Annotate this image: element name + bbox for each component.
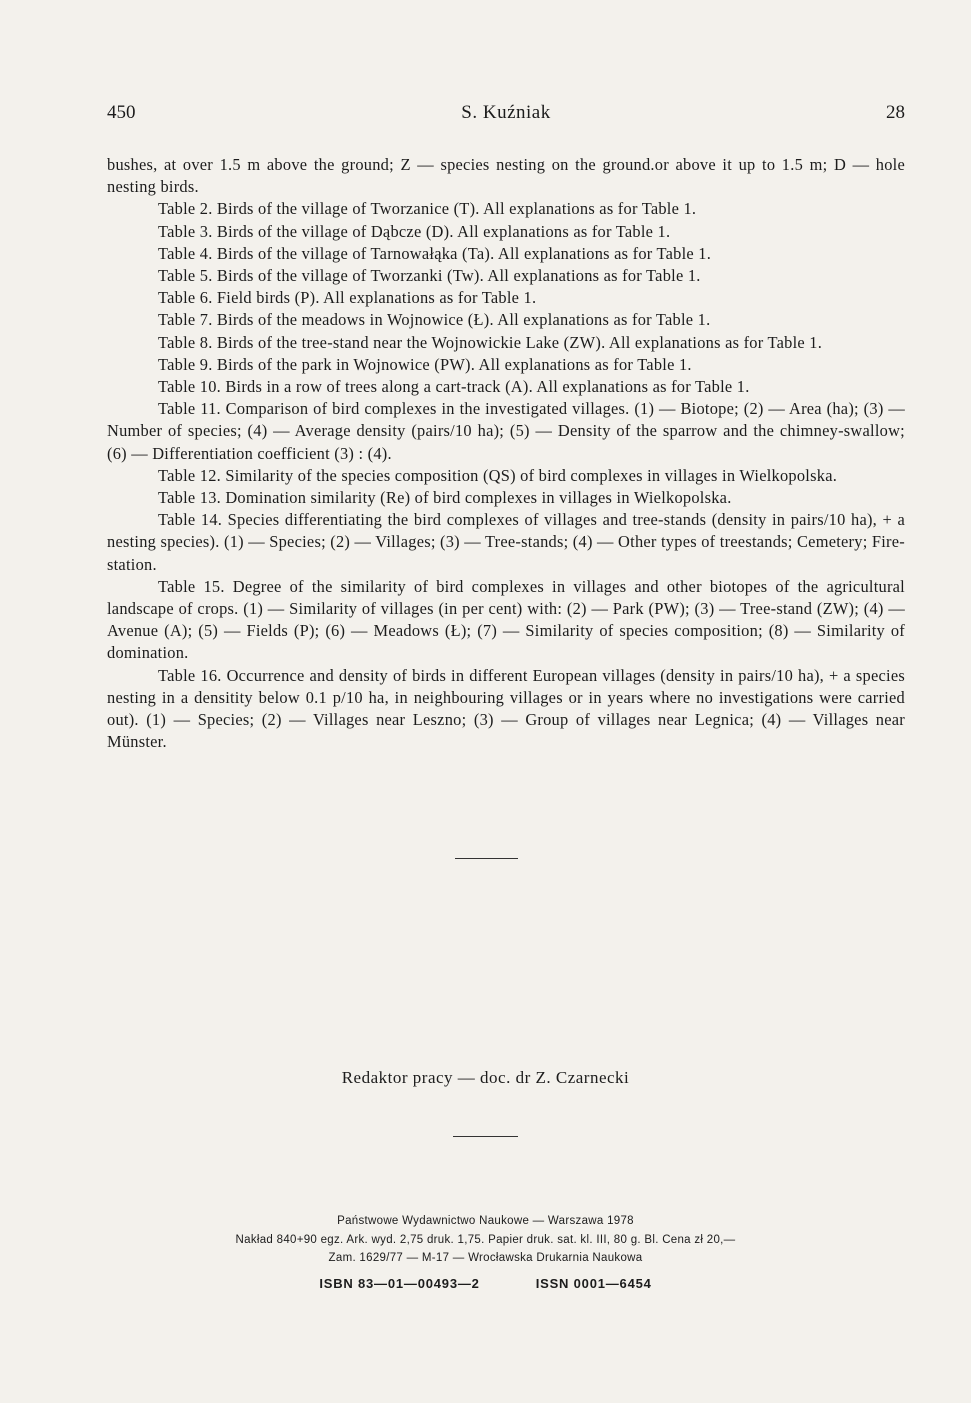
paragraph-table-10: Table 10. Birds in a row of trees along a cart-track (A). All explanations as for Table 1. bbox=[158, 377, 750, 397]
paragraph-table-15: Table 15. Degree of the similarity of bird complexes in villages and other biotopes of the agricultural landscape of crops. (1) — Similarity of villages (in per cent) with: (2) — Park (PW); (3) — Tree-stand (ZW); (4) — Avenue (A); (5) — Fields (P); (6) — Meadows (Ł); (7) — Similarity of species composition; (8) — Similarity of domination. bbox=[107, 576, 905, 663]
imprint-block bbox=[0, 1212, 971, 1268]
paragraph-table-6: Table 6. Field birds (P). All explanations as for Table 1. bbox=[158, 288, 537, 308]
paragraph-table-7: Table 7. Birds of the meadows in Wojnowice (Ł). All explanations as for Table 1. bbox=[158, 310, 711, 330]
page-number-right: 28 bbox=[886, 102, 905, 123]
paragraph-table-8: Table 8. Birds of the tree-stand near the Wojnowickie Lake (ZW). All explanations as for Table 1. bbox=[158, 332, 823, 352]
page-header bbox=[107, 102, 905, 132]
paragraph-table-2: Table 2. Birds of the village of Tworzanice (T). All explanations as for Table 1. bbox=[158, 199, 697, 219]
body-text bbox=[107, 154, 905, 753]
running-head-author: S. Kuźniak bbox=[461, 102, 551, 123]
issn-number: ISSN 0001—6454 bbox=[535, 1276, 652, 1291]
paragraph-table-5: Table 5. Birds of the village of Tworzanki (Tw). All explanations as for Table 1. bbox=[158, 266, 701, 286]
paragraph-table-9: Table 9. Birds of the park in Wojnowice (PW). All explanations as for Table 1. bbox=[158, 354, 692, 374]
paragraph-table-11: Table 11. Comparison of bird complexes in the investigated villages. (1) — Biotope; (2) — Area (ha); (3) — Number of species; (4) — Average density (pairs/10 ha); (5) — Density of the sparrow and the chimney-swallow; (6) — Differentiation coefficient (3) : (4). bbox=[107, 399, 905, 463]
paragraph-table-13: Table 13. Domination similarity (Re) of bird complexes in villages in Wielkopolska. bbox=[158, 488, 732, 508]
isbn-number: ISBN 83—01—00493—2 bbox=[319, 1276, 480, 1291]
imprint-print-details: Nakład 840+90 egz. Ark. wyd. 2,75 druk. 1,75. Papier druk. sat. kl. III, 80 g. Bl. Cena zł 20,— bbox=[235, 1233, 736, 1246]
paragraph-continuation: bushes, at over 1.5 m above the ground; Z — species nesting on the ground.or above it up to 1.5 m; D — hole nesting birds. bbox=[107, 155, 905, 197]
page-number-left: 450 bbox=[107, 102, 136, 123]
section-divider-bottom bbox=[453, 1136, 518, 1137]
paragraph-table-3: Table 3. Birds of the village of Dąbcze (D). All explanations as for Table 1. bbox=[158, 221, 671, 241]
paragraph-table-4: Table 4. Birds of the village of Tarnowałąka (Ta). All explanations as for Table 1. bbox=[158, 243, 712, 263]
editor-credit: Redaktor pracy — doc. dr Z. Czarnecki bbox=[341, 1068, 630, 1087]
imprint-publisher: Państwowe Wydawnictwo Naukowe — Warszawa 1978 bbox=[337, 1215, 634, 1227]
identifier-line bbox=[0, 1276, 971, 1291]
paragraph-table-14: Table 14. Species differentiating the bird complexes of villages and tree-stands (density in pairs/10 ha), + a nesting species). (1) — Species; (2) — Villages; (3) — Tree-stands; (4) — Other types of treestands; Cemetery; Fire-station. bbox=[107, 510, 905, 574]
paragraph-table-16: Table 16. Occurrence and density of birds in different European villages (density in pairs/10 ha), + a species nesting in a densitity below 0.1 p/10 ha, in neighbouring villages or in years where no investigations were carried out). (1) — Species; (2) — Villages near Leszno; (3) — Group of villages near Legnica; (4) — Villages near Münster. bbox=[107, 665, 905, 752]
paragraph-table-12: Table 12. Similarity of the species composition (QS) of bird complexes in villages in Wielkopolska. bbox=[158, 465, 838, 485]
imprint-order: Zam. 1629/77 — M-17 — Wrocławska Drukarnia Naukowa bbox=[328, 1252, 643, 1264]
section-divider-top bbox=[455, 858, 518, 859]
